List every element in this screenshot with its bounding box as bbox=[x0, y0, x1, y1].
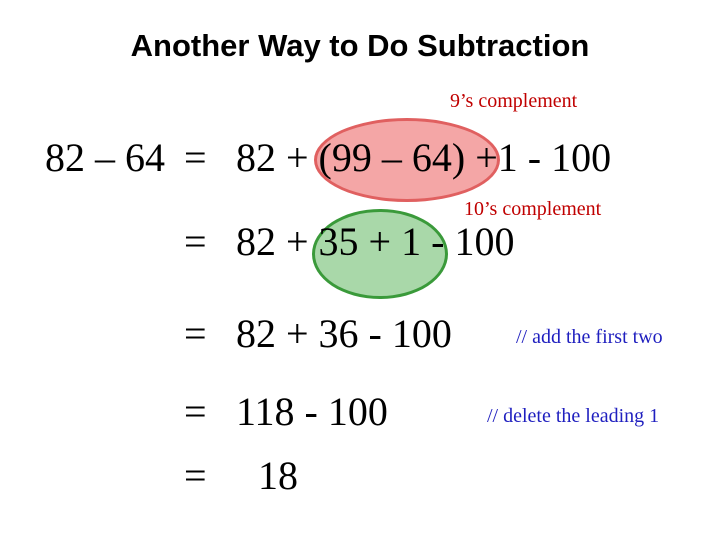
line4-comment: // delete the leading 1 bbox=[487, 405, 660, 427]
line1-rhs: 82 + (99 – 64) +1 - 100 bbox=[236, 135, 612, 180]
line2-rhs: 82 + 35 + 1 - 100 bbox=[236, 219, 515, 264]
line4-equals: = bbox=[184, 389, 207, 434]
tens-complement-label: 10’s complement bbox=[464, 198, 602, 220]
slide-title: Another Way to Do Subtraction bbox=[130, 28, 590, 63]
line5-rhs: 18 bbox=[258, 453, 298, 498]
line3-comment: // add the first two bbox=[516, 326, 663, 348]
nines-complement-label: 9’s complement bbox=[450, 90, 578, 112]
line1-lhs: 82 – 64 bbox=[45, 135, 165, 180]
line2-equals: = bbox=[184, 219, 207, 264]
line4-rhs: 118 - 100 bbox=[236, 389, 388, 434]
line1-equals: = bbox=[184, 135, 207, 180]
line5-equals: = bbox=[184, 453, 207, 498]
line3-rhs: 82 + 36 - 100 bbox=[236, 311, 452, 356]
line3-equals: = bbox=[184, 311, 207, 356]
